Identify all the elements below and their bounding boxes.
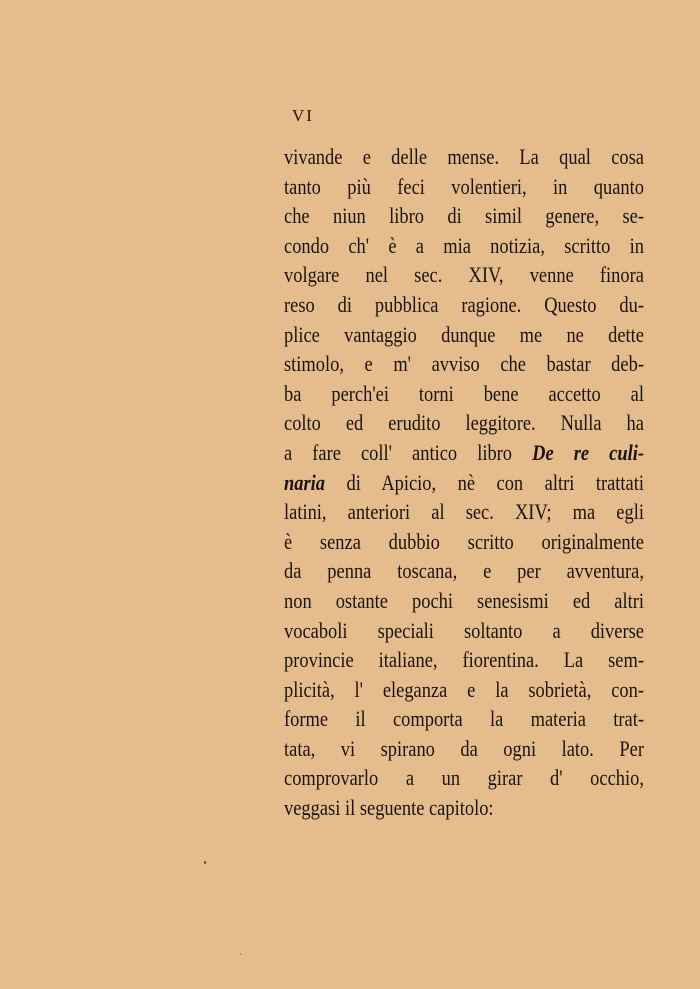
- text-line: reso di pubblica ragione. Questo du-: [284, 291, 644, 317]
- italic-book-title: De re culi-: [532, 439, 644, 465]
- text-line-with-title: [284, 438, 644, 468]
- text-line: volgare nel sec. XIV, venne finora: [284, 262, 644, 288]
- paper-speck: [240, 953, 241, 955]
- text-block: [284, 142, 644, 823]
- text-line: condo ch' è a mia notizia, scritto in: [284, 232, 644, 258]
- paper-speck: [204, 861, 206, 864]
- text-line: è senza dubbio scritto originalmente: [284, 528, 644, 554]
- text-line: veggasi il seguente capitolo:: [284, 795, 494, 821]
- text-line: vivande e delle mense. La qual cosa: [284, 144, 644, 169]
- text-line: colto ed erudito leggitore. Nulla ha: [284, 410, 644, 436]
- text-line: latini, anteriori al sec. XIV; ma egli: [284, 499, 644, 525]
- text-segment: di Apicio, nè con altri trattati: [325, 469, 644, 495]
- text-line: plicità, l' eleganza e la sobrietà, con-: [284, 676, 644, 702]
- text-line: che niun libro di simil genere, se-: [284, 203, 644, 229]
- italic-book-title: naria: [284, 469, 326, 495]
- text-line: provincie italiane, fiorentina. La sem-: [284, 647, 644, 673]
- text-line: stimolo, e m' avviso che bastar deb-: [284, 351, 644, 377]
- text-line: forme il comporta la materia trat-: [284, 706, 644, 732]
- text-line: tanto più feci volentieri, in quanto: [284, 173, 644, 199]
- text-segment: a fare coll' antico libro: [284, 439, 513, 465]
- text-line: non ostante pochi senesismi ed altri: [284, 587, 644, 613]
- text-line: vocaboli speciali soltanto a diverse: [284, 617, 644, 643]
- text-line: tata, vi spirano da ogni lato. Per: [284, 735, 644, 761]
- text-line: plice vantaggio dunque me ne dette: [284, 321, 644, 347]
- text-line-with-title: [284, 468, 644, 498]
- text-line: da penna toscana, e per avventura,: [284, 558, 644, 584]
- page-number: VI: [292, 106, 314, 125]
- text-line: comprovarlo a un girar d' occhio,: [284, 765, 644, 791]
- text-line: ba perch'ei torni bene accetto al: [284, 380, 644, 406]
